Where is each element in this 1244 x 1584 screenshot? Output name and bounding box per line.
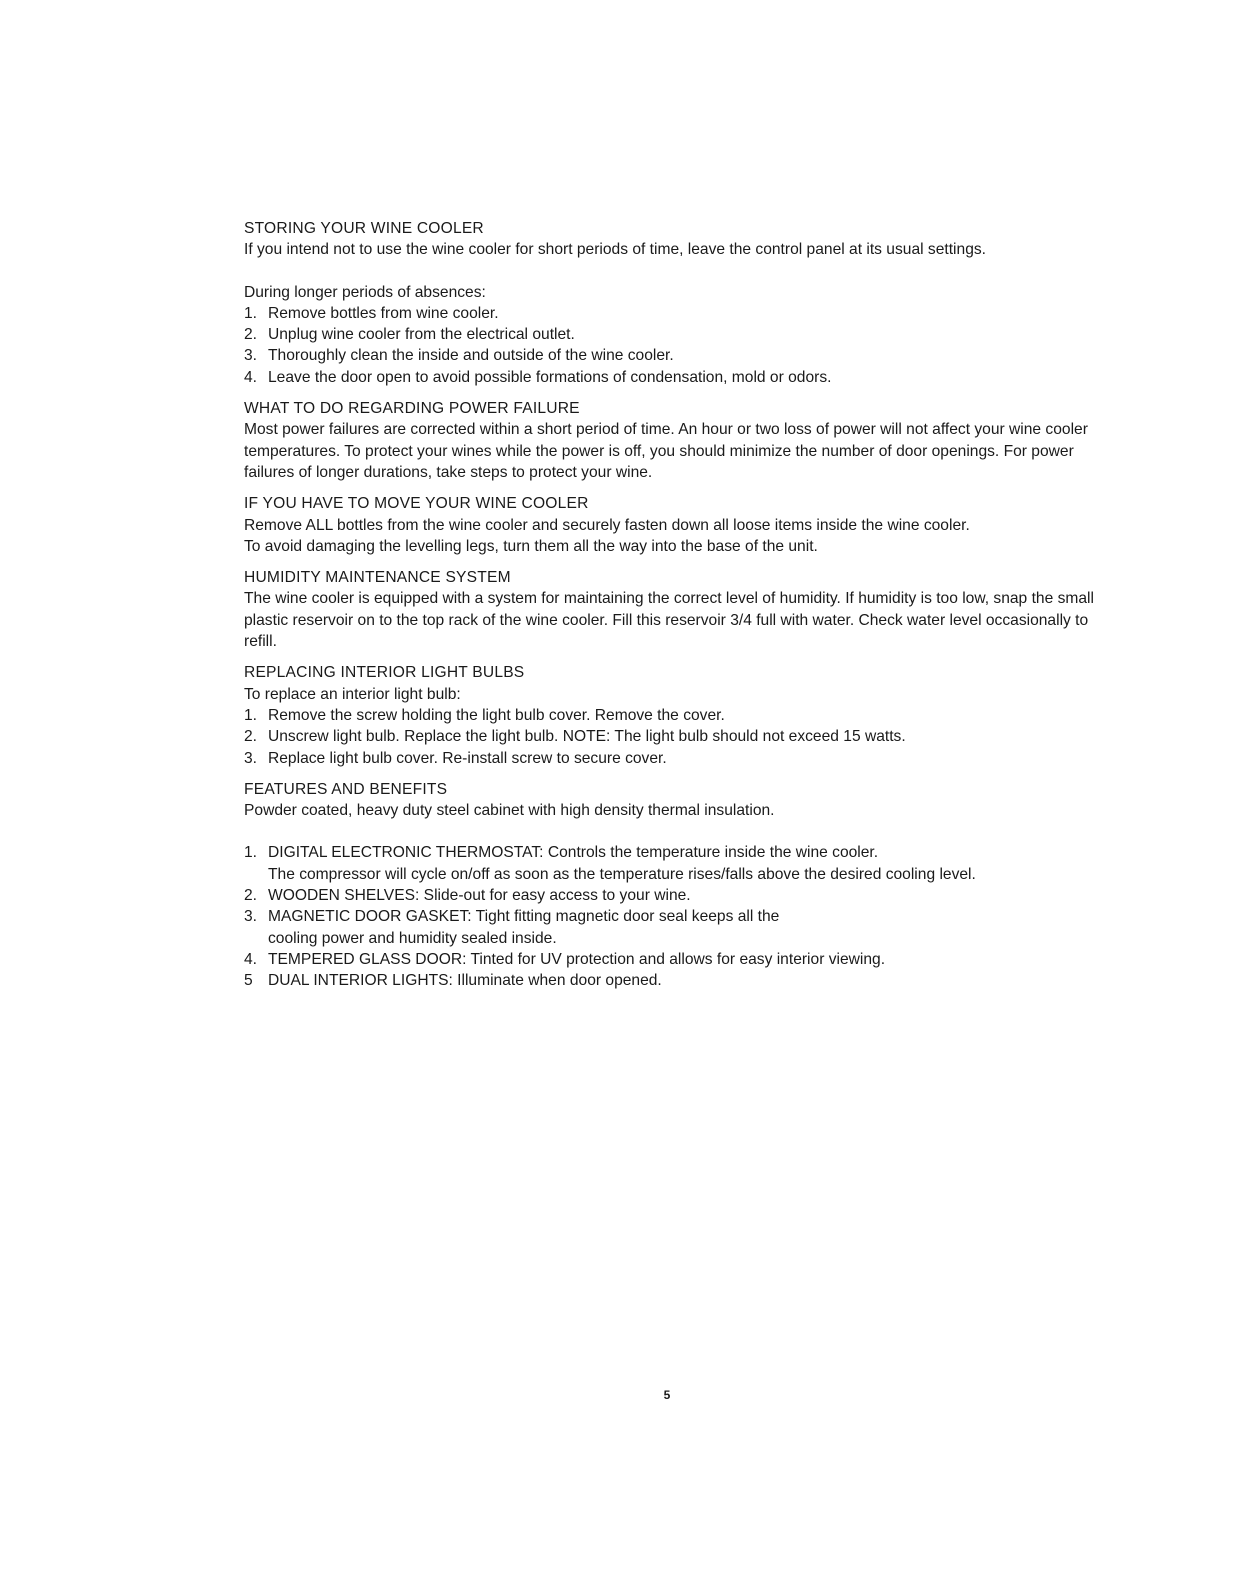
section-paragraph: To avoid damaging the levelling legs, turn them all the way into the base of the unit.: [244, 537, 818, 555]
list-item: [244, 842, 1104, 885]
list-text: [268, 885, 1104, 906]
list-number: 3.: [244, 347, 258, 365]
section-heading: REPLACING INTERIOR LIGHT BULBS: [244, 664, 525, 682]
section-heading: HUMIDITY MAINTENANCE SYSTEM: [244, 569, 511, 587]
numbered-list: [244, 303, 1104, 388]
section-features: [244, 779, 1104, 992]
section-paragraph: To replace an interior light bulb:: [244, 685, 461, 703]
numbered-list: [244, 705, 1104, 769]
list-text-line: WOODEN SHELVES: Slide-out for easy access to your wine.: [268, 887, 691, 905]
numbered-list: [244, 842, 1104, 991]
list-item: [244, 324, 1104, 345]
list-number: 3.: [244, 908, 258, 926]
list-number: 4.: [244, 950, 258, 968]
page-number: 5: [663, 1388, 671, 1402]
list-text: Leave the door open to avoid possible formations of condensation, mold or odors.: [268, 368, 832, 386]
list-number: 1.: [244, 844, 258, 862]
list-text: [268, 842, 1104, 885]
list-item: [244, 748, 1104, 769]
document-body: [244, 218, 1104, 992]
list-item: [244, 705, 1104, 726]
list-text: Unscrew light bulb. Replace the light bulb. NOTE: The light bulb should not exceed 15 watts.: [268, 728, 906, 746]
list-text: [268, 970, 1104, 991]
list-item: [244, 970, 1104, 991]
list-number: 2.: [244, 728, 258, 746]
list-text: Remove bottles from wine cooler.: [268, 304, 499, 322]
list-text: Remove the screw holding the light bulb cover. Remove the cover.: [268, 706, 725, 724]
list-number: 2.: [244, 887, 258, 905]
section-paragraph: Most power failures are corrected within a short period of time. An hour or two loss of power will not affect your wine cooler temperatures. To protect your wines while the power is off, you should minimize the number of door openings. For power failures of longer durations, take steps to protect your wine.: [244, 421, 1088, 481]
list-text: Unplug wine cooler from the electrical outlet.: [268, 326, 575, 344]
section-heading: WHAT TO DO REGARDING POWER FAILURE: [244, 400, 580, 418]
section-power-failure: [244, 398, 1104, 483]
section-paragraph: The wine cooler is equipped with a system for maintaining the correct level of humidity. If humidity is too low, snap the small plastic reservoir on to the top rack of the wine cooler. Fill this reservoir 3/4 full with water. Check water level occasionally to refill.: [244, 590, 1094, 651]
list-item: [244, 345, 1104, 366]
list-item: [244, 726, 1104, 747]
list-number: 2.: [244, 326, 258, 344]
section-paragraph: Powder coated, heavy duty steel cabinet with high density thermal insulation.: [244, 802, 775, 820]
section-heading: FEATURES AND BENEFITS: [244, 780, 448, 798]
section-humidity: [244, 567, 1104, 652]
list-text-line: TEMPERED GLASS DOOR: Tinted for UV protection and allows for easy interior viewing.: [268, 950, 886, 968]
list-text-line: DIGITAL ELECTRONIC THERMOSTAT: Controls the temperature inside the wine cooler.: [268, 844, 879, 862]
list-number: 5: [244, 972, 253, 990]
list-text-line: MAGNETIC DOOR GASKET: Tight fitting magnetic door seal keeps all the: [268, 908, 780, 926]
section-light-bulbs: [244, 662, 1104, 768]
section-paragraph: If you intend not to use the wine cooler for short periods of time, leave the control panel at its usual settings.: [244, 241, 986, 259]
list-text-line: DUAL INTERIOR LIGHTS: Illuminate when door opened.: [268, 972, 662, 990]
list-number: 1.: [244, 706, 258, 724]
list-number: 3.: [244, 749, 258, 767]
section-storing: [244, 218, 1104, 388]
list-item: [244, 303, 1104, 324]
section-heading: IF YOU HAVE TO MOVE YOUR WINE COOLER: [244, 495, 589, 513]
list-number: 1.: [244, 304, 258, 322]
list-text: [268, 906, 1104, 949]
list-item: [244, 885, 1104, 906]
section-moving: [244, 493, 1104, 557]
section-paragraph: During longer periods of absences:: [244, 283, 486, 301]
section-heading: STORING YOUR WINE COOLER: [244, 220, 484, 237]
list-text: Replace light bulb cover. Re-install screw to secure cover.: [268, 749, 667, 767]
list-text: Thoroughly clean the inside and outside of the wine cooler.: [268, 347, 674, 365]
list-item: [244, 949, 1104, 970]
list-text: [268, 949, 1104, 970]
list-number: 4.: [244, 368, 258, 386]
list-item: [244, 367, 1104, 388]
list-item: [244, 906, 1104, 949]
list-text-line: The compressor will cycle on/off as soon as the temperature rises/falls above the desired cooling level.: [268, 865, 976, 883]
list-text-line: cooling power and humidity sealed inside.: [268, 929, 557, 947]
section-paragraph: Remove ALL bottles from the wine cooler and securely fasten down all loose items inside the wine cooler.: [244, 516, 970, 534]
